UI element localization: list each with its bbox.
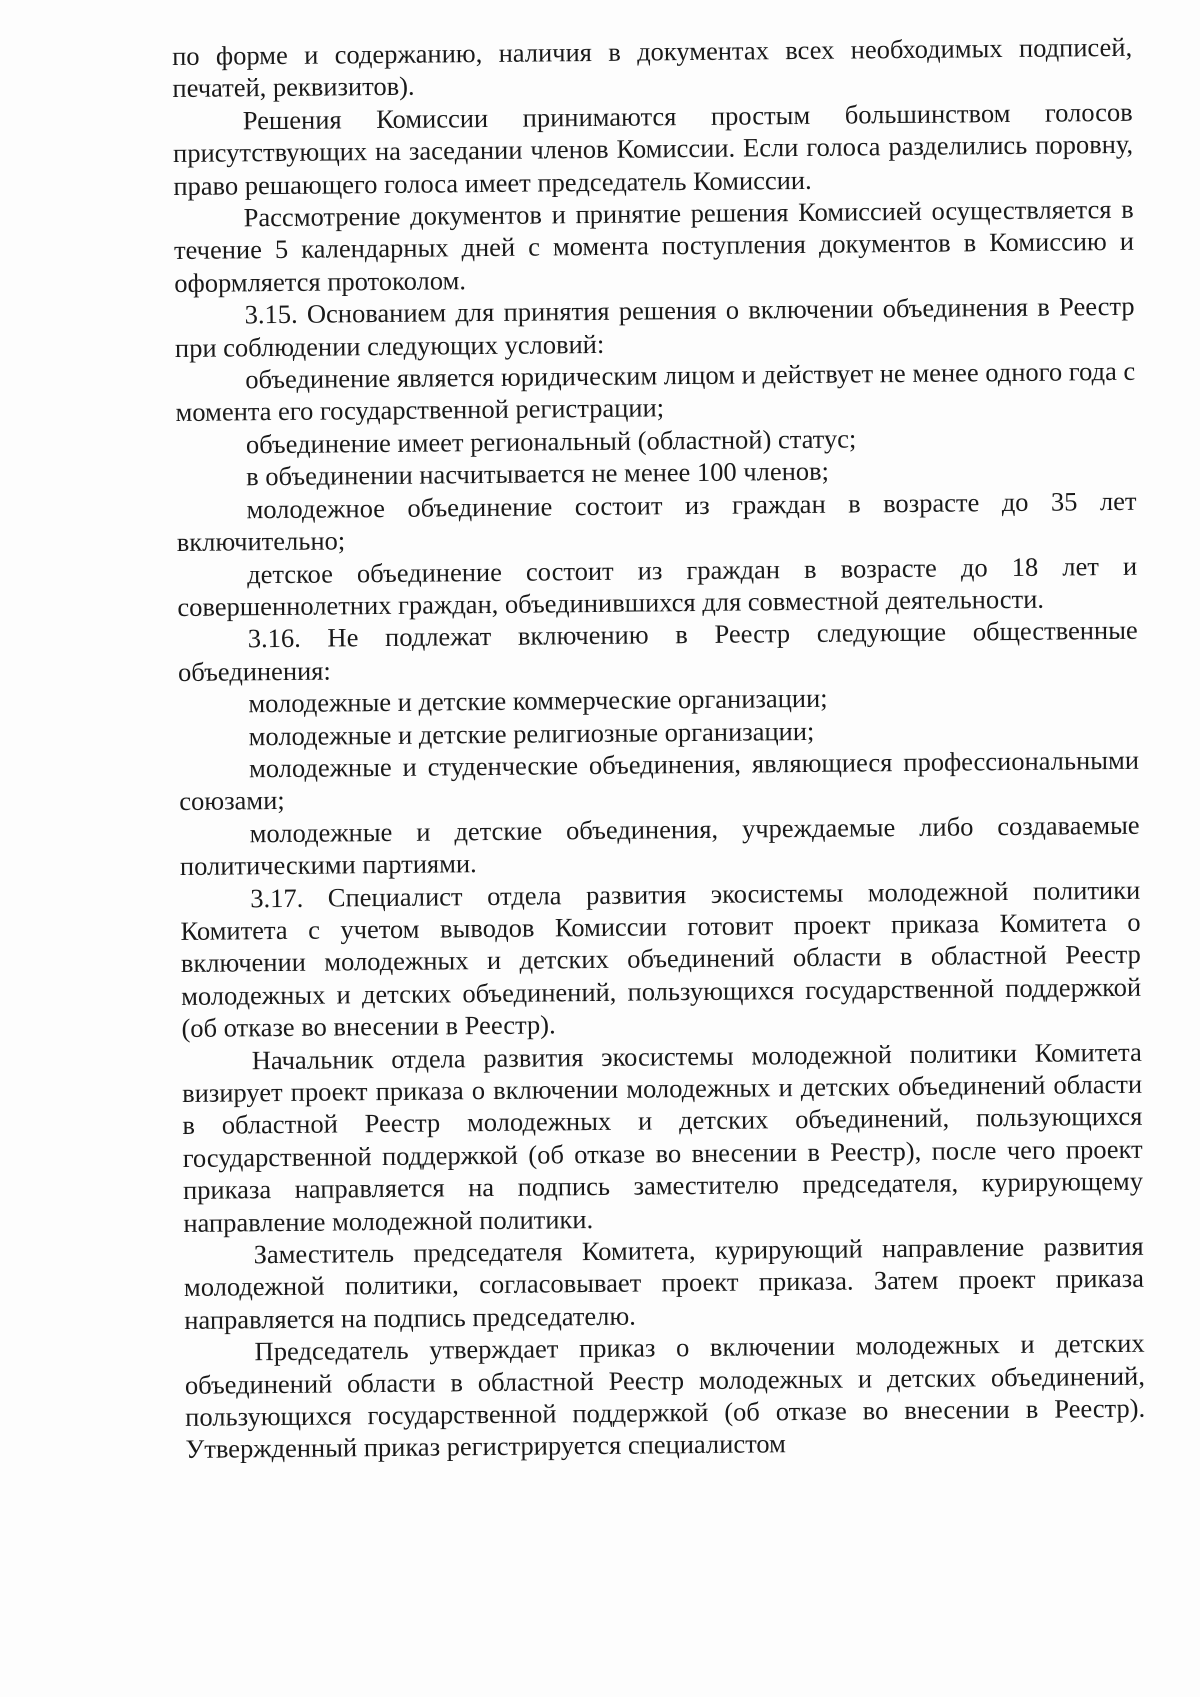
clause-3-15: 3.15. Основанием для принятия решения о включении объединения в Реестр при соблюдении следующих условий: <box>174 291 1135 363</box>
paragraph-deputy-chairman: Заместитель председателя Комитета, курирующий направление развития молодежной политики, согласовывает проект приказа. Затем проект приказа направляется на подпись председателю. <box>183 1230 1145 1335</box>
exclusion-commercial: молодежные и детские коммерческие организации; <box>248 682 828 719</box>
paragraph-review-period: Рассмотрение документов и принятие решения Комиссией осуществляется в течение 5 календарных дней с момента поступления документов в Комиссию и оформляется протоколом. <box>173 193 1135 298</box>
condition-youth-age: молодежное объединение состоит из граждан в возрасте до 35 лет включительно; <box>176 485 1137 558</box>
clause-3-17: 3.17. Специалист отдела развития экосистемы молодежной политики Комитета с учетом выводов Комиссии готовит проект приказа Комитета о включении молодежных и детских объединений области в областной Реестр молодежных и детских объединений, пользующихся государственной поддержкой (об отказе во внесении в Реестр). <box>180 874 1142 1044</box>
condition-legal-entity: объединение является юридическим лицом и действует не менее одного года с момента его государственной регистрации; <box>175 355 1136 428</box>
paragraph-department-head: Начальник отдела развития экосистемы молодежной политики Комитета визирует проект приказа о включении молодежных и детских объединений области в областной Реестр молодежных и детских объединений, пользующихся государственной поддержкой (об отказе во внесении в Реестр), после чего проект приказа направляется на подпись заместителю председателя, курирующему направление молодежной политики. <box>181 1036 1144 1238</box>
document-body <box>172 31 1146 1466</box>
condition-members: в объединении насчитывается не менее 100 членов; <box>246 455 830 492</box>
clause-3-16: 3.16. Не подлежат включению в Реестр следующие общественные объединения: <box>177 615 1138 687</box>
paragraph-continuation: по форме и содержанию, наличия в документах всех необходимых подписей, печатей, реквизитов). <box>172 31 1133 104</box>
condition-regional-status: объединение имеет региональный (областной) статус; <box>245 423 857 460</box>
paragraph-chairman: Председатель утверждает приказ о включении молодежных и детских объединений области в областной Реестр молодежных и детских объединений, пользующихся государственной поддержкой (об отказе во внесении в Реестр). Утвержденный приказ регистрируется специалистом <box>184 1327 1146 1465</box>
exclusion-trade-unions: молодежные и студенческие объединения, являющиеся профессиональными союзами; <box>179 744 1140 817</box>
exclusion-political: молодежные и детские объединения, учреждаемые либо создаваемые политическими партиями. <box>179 809 1140 882</box>
condition-children-age: детское объединение состоит из граждан в возрасте до 18 лет и совершеннолетних граждан, объединившихся для совместной деятельности. <box>177 550 1138 622</box>
exclusion-religious: молодежные и детские религиозные организации; <box>248 715 815 751</box>
paragraph-commission-decisions: Решения Комиссии принимаются простым большинством голосов присутствующих на заседании членов Комиссии. Если голоса разделились поровну, право решающего голоса имеет председатель Комиссии. <box>172 96 1134 201</box>
